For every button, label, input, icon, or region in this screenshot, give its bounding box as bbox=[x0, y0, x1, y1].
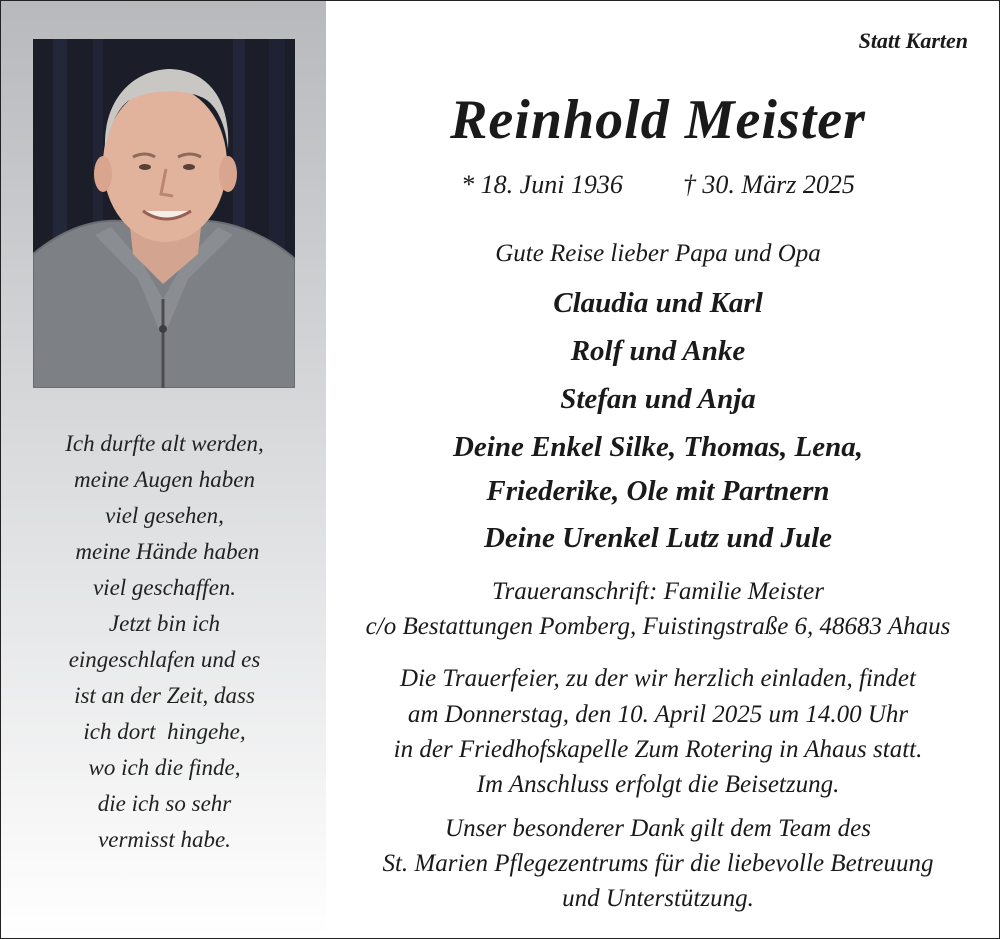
portrait-photo bbox=[33, 39, 295, 388]
address-line: Traueranschrift: Familie Meister bbox=[492, 578, 824, 605]
mourner-line: Rolf und Anke bbox=[570, 335, 746, 367]
mourner-line: Stefan und Anja bbox=[560, 383, 756, 415]
poem-line: Jetzt bin ich bbox=[108, 611, 221, 636]
poem-line: eingeschlafen und es bbox=[68, 647, 261, 672]
death-date: † 30. März 2025 bbox=[682, 170, 855, 199]
mourner-line: Friederike, Ole mit Partnern bbox=[486, 475, 830, 507]
birth-date: * 18. Juni 1936 bbox=[461, 170, 623, 199]
poem-line: wo ich die finde, bbox=[88, 755, 241, 780]
ceremony-line: in der Friedhofskapelle Zum Rotering in Ahaus statt. bbox=[393, 736, 923, 763]
poem-line: viel gesehen, bbox=[105, 503, 224, 528]
statt-karten-label: Statt Karten bbox=[858, 28, 968, 53]
ceremony-line: am Donnerstag, den 10. April 2025 um 14.00 Uhr bbox=[407, 701, 909, 728]
poem-line: viel geschaffen. bbox=[92, 575, 237, 600]
ceremony-line: Im Anschluss erfolgt die Beisetzung. bbox=[476, 771, 840, 798]
thanks-line: und Unterstützung. bbox=[562, 885, 754, 912]
poem-line: ich dort hingehe, bbox=[83, 719, 246, 744]
thanks-line: St. Marien Pflegezentrums für die liebevolle Betreuung bbox=[382, 850, 934, 877]
mourner-line: Claudia und Karl bbox=[553, 287, 763, 319]
mourner-line: Deine Enkel Silke, Thomas, Lena, bbox=[452, 431, 864, 463]
poem-line: meine Hände haben bbox=[69, 539, 260, 564]
thanks-line: Unser besonderer Dank gilt dem Team des bbox=[445, 815, 871, 842]
sidebar bbox=[1, 1, 326, 938]
poem-line: ist an der Zeit, dass bbox=[74, 683, 255, 708]
portrait-illustration bbox=[33, 39, 295, 388]
poem-line: Ich durfte alt werden, bbox=[65, 431, 264, 456]
address-line: c/o Bestattungen Pomberg, Fuistingstraße 6, 48683 Ahaus bbox=[365, 613, 951, 640]
poem-line: vermisst habe. bbox=[98, 827, 231, 852]
poem bbox=[2, 426, 327, 858]
poem-line: meine Augen haben bbox=[74, 467, 255, 492]
deceased-name: Reinhold Meister bbox=[450, 89, 866, 151]
poem-line: die ich so sehr bbox=[97, 791, 232, 816]
ceremony-line: Die Trauerfeier, zu der wir herzlich einladen, findet bbox=[400, 665, 916, 692]
mourner-line: Deine Urenkel Lutz und Jule bbox=[483, 522, 833, 554]
farewell-line: Gute Reise lieber Papa und Opa bbox=[495, 240, 821, 267]
life-dates bbox=[326, 170, 990, 200]
